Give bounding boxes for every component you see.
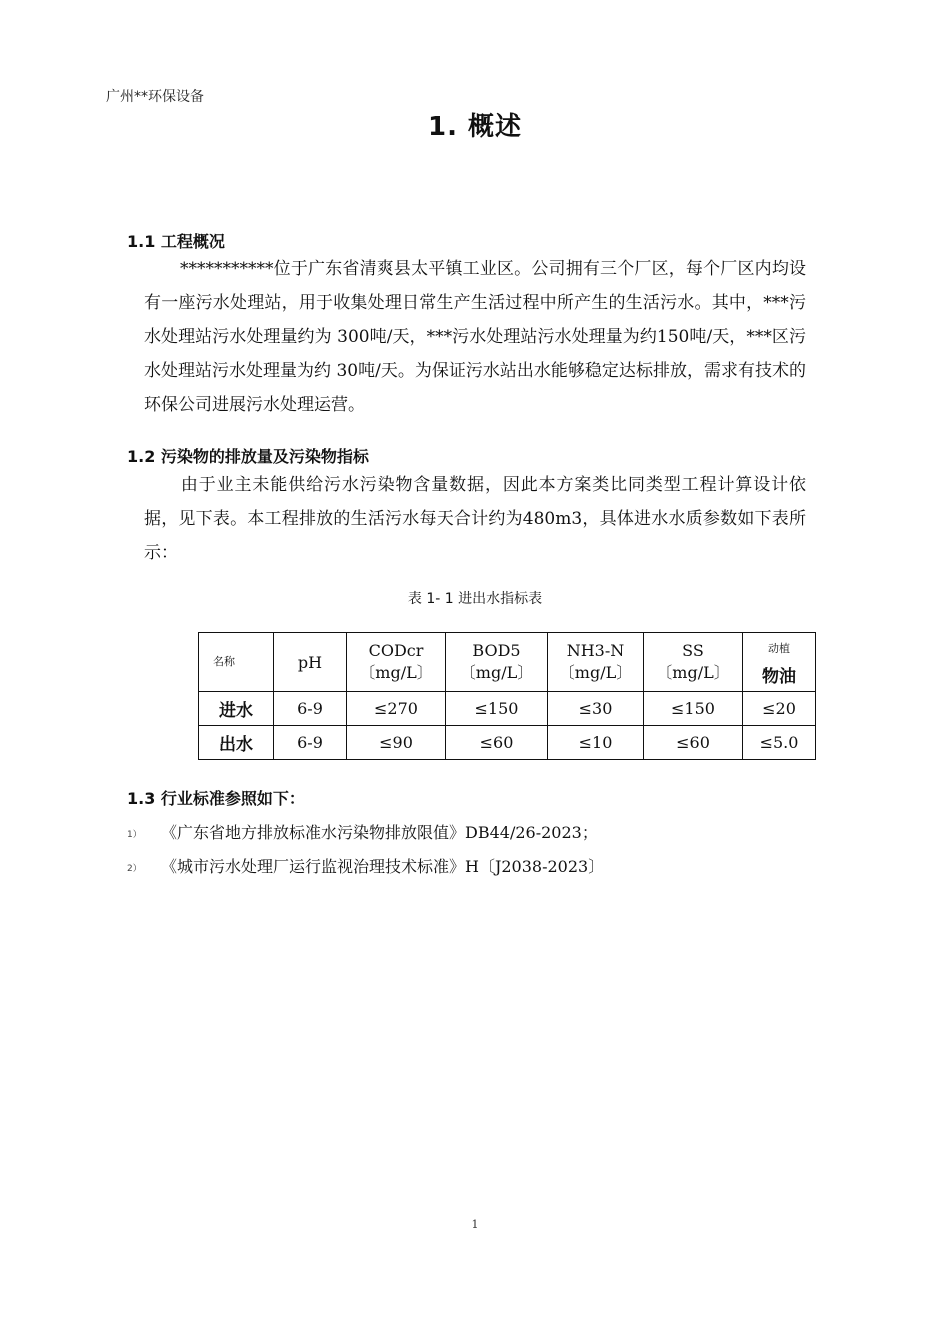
cell-codcr: ≤90 xyxy=(347,726,446,760)
water-quality-table xyxy=(198,632,816,760)
cell-oil: ≤5.0 xyxy=(743,726,816,760)
header-nh3n-cell xyxy=(548,633,644,692)
reference-text: 《广东省地方排放标准水污染物排放限值》DB44/26-2023； xyxy=(161,823,598,842)
cell-ph: 6-9 xyxy=(274,726,347,760)
cell-ph: 6-9 xyxy=(274,692,347,726)
row-label: 进水 xyxy=(199,692,274,726)
header-oil-small: 动植 xyxy=(768,641,790,655)
header-ph-cell xyxy=(274,633,347,692)
cell-bod5: ≤150 xyxy=(446,692,548,726)
header-oil-cell xyxy=(743,633,816,692)
section-body-1-2-text: 由于业主未能供给污水污染物含量数据，因此本方案类比同类型工程计算设计依据，见下表。本工程排放的生活污水每天合计约为480m3，具体进水水质参数如下表所示： xyxy=(144,475,806,563)
cell-codcr: ≤270 xyxy=(347,692,446,726)
section-body-1-2 xyxy=(144,468,806,570)
row-label: 出水 xyxy=(199,726,274,760)
header-ss-cell xyxy=(644,633,743,692)
header-bod5-cell xyxy=(446,633,548,692)
table-row-influent xyxy=(199,692,816,726)
cell-ss: ≤150 xyxy=(644,692,743,726)
header-nh3n-unit: 〔mg/L〕 xyxy=(558,663,633,682)
reference-item xyxy=(127,820,598,843)
section-body-1-1 xyxy=(144,252,806,422)
table-header-row xyxy=(199,633,816,692)
header-bod5-unit: 〔mg/L〕 xyxy=(459,663,534,682)
header-ss-unit: 〔mg/L〕 xyxy=(656,663,730,682)
cell-nh3n: ≤10 xyxy=(548,726,644,760)
section-heading-1-1: 1.1 工程概况 xyxy=(127,232,225,251)
section-body-1-1-text: ***********位于广东省清爽县太平镇工业区。公司拥有三个厂区，每个厂区内均设有一座污水处理站，用于收集处理日常生产生活过程中所产生的生活污水。其中，***污水处理站污水处理量约为 300吨/天，***污水处理站污水处理量为约150吨/天，***区污水处理站污水处理量为约 30吨/天。为保证污水站出水能够稳定达标排放，需求有技术的环保公司进展污水处理运营。 xyxy=(144,259,806,415)
running-header: 广州**环保设备 xyxy=(106,89,204,105)
cell-bod5: ≤60 xyxy=(446,726,548,760)
cell-oil: ≤20 xyxy=(743,692,816,726)
table-caption: 表 1- 1 进出水指标表 xyxy=(407,591,543,607)
page-number: 1 xyxy=(471,1218,479,1231)
header-oil-main: 物油 xyxy=(762,666,796,687)
header-ph-label: pH xyxy=(297,652,323,672)
section-heading-1-2: 1.2 污染物的排放量及污染物指标 xyxy=(127,447,369,466)
header-nh3n-label: NH3-N xyxy=(566,641,625,660)
reference-number: 1） xyxy=(127,830,142,840)
reference-item xyxy=(127,854,604,877)
header-name-cell xyxy=(199,633,274,692)
header-ss-label: SS xyxy=(682,641,704,660)
header-codcr-label: CODcr xyxy=(368,641,424,660)
reference-number: 2） xyxy=(127,864,142,874)
section-heading-1-3: 1.3 行业标准参照如下： xyxy=(127,789,305,808)
cell-ss: ≤60 xyxy=(644,726,743,760)
reference-text: 《城市污水处理厂运行监视治理技术标准》H〔J2038-2023〕 xyxy=(161,857,605,876)
header-codcr-unit: 〔mg/L〕 xyxy=(359,663,433,682)
table-row-effluent xyxy=(199,726,816,760)
header-bod5-label: BOD5 xyxy=(472,641,521,660)
header-name-label: 名称 xyxy=(213,655,235,668)
header-codcr-cell xyxy=(347,633,446,692)
chapter-title: 1. 概述 xyxy=(427,112,523,142)
cell-nh3n: ≤30 xyxy=(548,692,644,726)
